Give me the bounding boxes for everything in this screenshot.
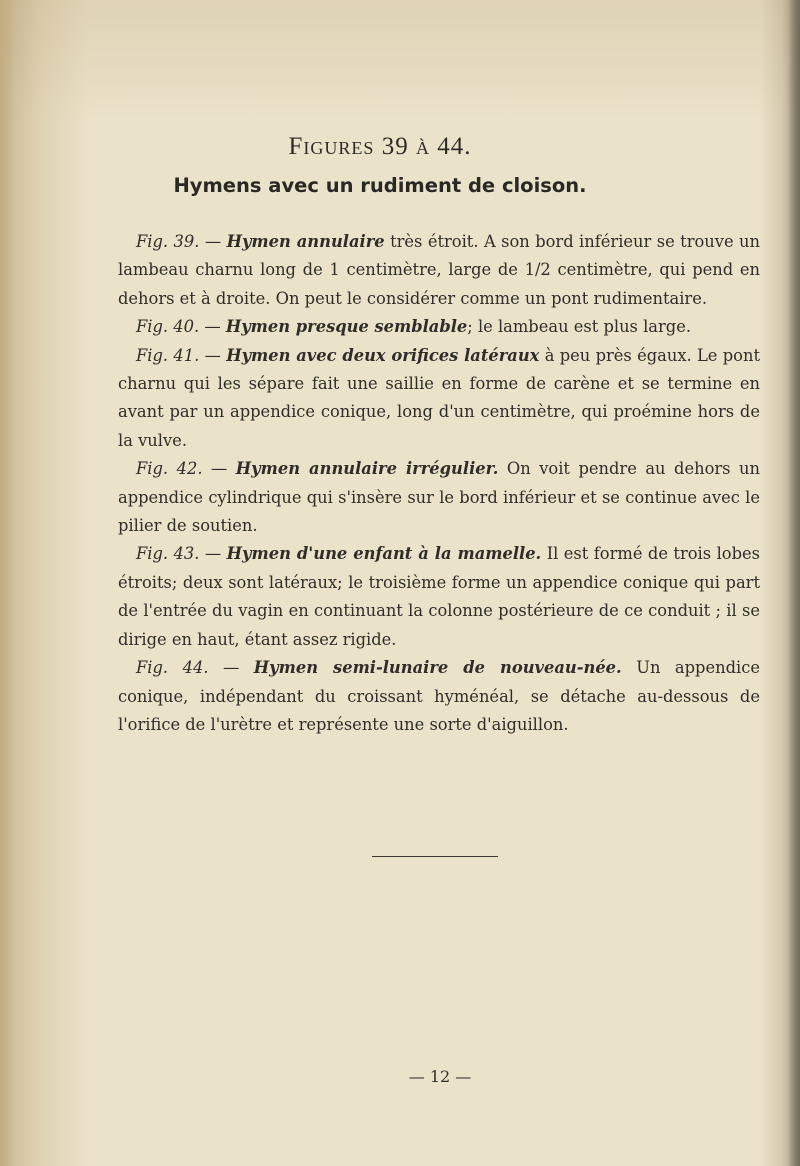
figure-text: à peu près égaux. Le pont charnu qui les sépare fait une saillie en forme de carène et se termine en avant par un appendice conique, long d'un centimètre, qui proémine hors de la vulve. [118, 345, 760, 450]
figure-label: Fig. 42. — [136, 459, 236, 479]
figure-label: Fig. 40. — [136, 317, 226, 337]
figure-label: Fig. 41. — [136, 345, 227, 365]
figure-entry-43 [118, 540, 760, 654]
figure-entry-41 [118, 342, 760, 456]
figure-text: très étroit. A son bord inférieur se trouve un lambeau charnu long de 1 centimètre, large de 1/2 centimètre, qui pend en dehors et à droite. On peut le considérer comme un pont rudimentaire. [118, 232, 760, 308]
figure-name: Hymen avec deux orifices latéraux [226, 345, 540, 365]
figure-name: Hymen annulaire irrégulier. [235, 459, 499, 479]
page-number: — 12 — [408, 1067, 472, 1086]
figure-entry-42 [118, 455, 760, 540]
figure-entry-40 [118, 313, 760, 341]
figure-text: ; le lambeau est plus large. [467, 317, 692, 337]
figure-text: Il est formé de trois lobes étroits; deux sont latéraux; le troisième forme un appendice conique qui part de l'entrée du vagin en continuant la colonne postérieure de ce conduit ; il se dirige en haut, étant assez rigide. [118, 544, 760, 649]
figure-text: On voit pendre au dehors un appendice cylindrique qui s'insère sur le bord inférieur et se continue avec le pilier de soutien. [118, 459, 761, 536]
figure-entry-44 [118, 654, 760, 739]
section-subheading: Hymens avec un rudiment de cloison. [173, 174, 587, 197]
figure-text: Un appendice conique, indépendant du croissant hyménéal, se détache au-dessous de l'orifice de l'urètre et représente une sorte d'aiguillon. [118, 658, 760, 734]
figure-label: Fig. 44. — [136, 658, 254, 678]
figure-label: Fig. 43. — [136, 544, 227, 564]
figure-entry-39 [118, 228, 760, 313]
figure-name: Hymen presque semblable [225, 317, 468, 337]
figure-descriptions [118, 228, 760, 739]
figure-label: Fig. 39. — [136, 232, 227, 251]
figure-name: Hymen semi-lunaire de nouveau-née. [253, 658, 622, 678]
section-divider [372, 856, 498, 857]
figure-name: Hymen d'une enfant à la mamelle. [226, 544, 542, 564]
figures-heading: Figures 39 à 44. [288, 133, 472, 160]
binding-edge [788, 0, 800, 1166]
figure-name: Hymen annulaire [226, 232, 385, 251]
